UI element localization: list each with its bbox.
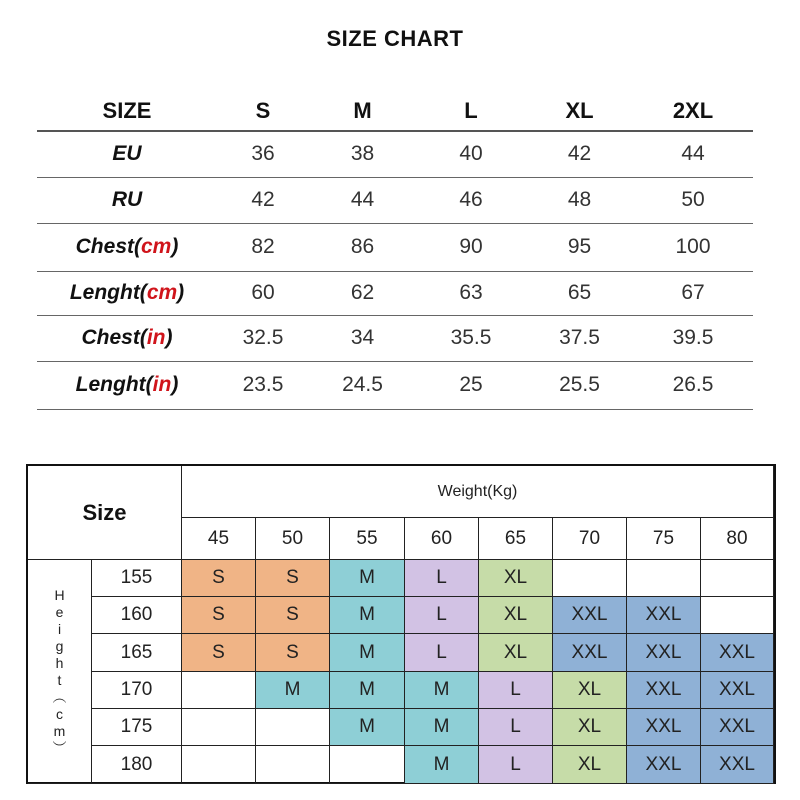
table-cell: 38 [309,131,416,177]
header-l: L [416,92,526,131]
row-label [37,361,217,409]
table-cell: 25.5 [526,361,633,409]
height-axis-label [28,560,92,784]
table-cell: 24.5 [309,361,416,409]
size-cell: M [330,597,405,634]
table-cell: 34 [309,315,416,361]
height-axis-char: t [57,671,62,688]
table-cell: 60 [217,271,309,315]
height-axis-char: ︶ [52,739,67,756]
height-axis-char: c [56,705,63,722]
header-m: M [309,92,416,131]
header-size: SIZE [37,92,217,131]
row-label [37,223,217,271]
size-cell: XXL [701,709,774,746]
header-2xl: 2XL [633,92,753,131]
table-cell: 39.5 [633,315,753,361]
row-label-text: Lenght( [75,373,153,396]
row-label-text: Lenght( [69,281,147,304]
row-label [37,131,217,177]
height-value: 155 [92,560,182,597]
page-title: SIZE CHART [326,26,464,51]
size-cell: L [405,634,479,672]
size-cell: XL [553,709,627,746]
row-label [37,315,217,361]
header-xl: XL [526,92,633,131]
size-cell: XXL [701,672,774,709]
height-axis-char: h [55,654,64,671]
table-header-row [37,92,753,131]
table-cell: 100 [633,223,753,271]
size-cell: M [405,672,479,709]
size-cell: S [256,560,330,597]
weight-value: 60 [405,518,479,560]
weight-value: 65 [479,518,553,560]
table-row [37,315,753,361]
weight-header: Weight(Kg) [182,466,774,518]
row-label-text: EU [112,142,142,166]
table-cell: 40 [416,131,526,177]
height-value: 170 [92,672,182,709]
height-axis-char: H [54,586,65,603]
table-cell: 50 [633,177,753,223]
size-cell: M [330,672,405,709]
table-cell: 44 [633,131,753,177]
table-cell: 36 [217,131,309,177]
height-value: 165 [92,634,182,672]
size-cell: S [182,634,256,672]
table-cell: 37.5 [526,315,633,361]
size-cell: S [182,560,256,597]
size-cell: XL [553,746,627,784]
table-row [37,271,753,315]
height-axis-char: i [57,620,62,637]
size-header: Size [28,466,182,560]
weight-value: 50 [256,518,330,560]
table-cell: 67 [633,271,753,315]
header-s: S [217,92,309,131]
table-cell: 86 [309,223,416,271]
size-cell: S [182,597,256,634]
size-cell: S [256,634,330,672]
size-cell: XXL [627,746,701,784]
row-label-close: ) [171,235,179,258]
size-cell: XXL [701,746,774,784]
size-cell [553,560,627,597]
size-cell: XXL [701,634,774,672]
table-cell: 23.5 [217,361,309,409]
size-cell: M [330,634,405,672]
table-cell: 62 [309,271,416,315]
size-cell: XXL [553,634,627,672]
table-cell: 48 [526,177,633,223]
size-cell: XXL [627,634,701,672]
table-cell: 46 [416,177,526,223]
size-cell: L [479,709,553,746]
height-value: 180 [92,746,182,784]
row-label-close: ) [177,281,185,304]
table-cell: 95 [526,223,633,271]
table-row [37,223,753,271]
size-cell: XL [479,560,553,597]
table-row [37,131,753,177]
size-conversion-table [37,92,753,410]
height-axis-char: g [55,637,64,654]
row-label-unit: cm [140,235,172,258]
table-cell: 25 [416,361,526,409]
table-cell: 42 [526,131,633,177]
size-cell: M [405,746,479,784]
row-label [37,271,217,315]
table-cell: 42 [217,177,309,223]
size-cell: L [405,597,479,634]
height-axis-char: ︵ [52,688,67,705]
row-label-text: RU [111,188,143,211]
size-cell: XXL [553,597,627,634]
weight-value: 70 [553,518,627,560]
row-label-text: Chest( [75,235,141,258]
size-cell [256,746,330,784]
size-cell [182,672,256,709]
table-cell: 26.5 [633,361,753,409]
table-cell: 65 [526,271,633,315]
size-cell [330,746,405,784]
row-label-close: ) [165,326,173,349]
table-cell: 32.5 [217,315,309,361]
weight-value: 45 [182,518,256,560]
table-cell: 90 [416,223,526,271]
table-cell: 63 [416,271,526,315]
size-cell [256,709,330,746]
table-cell: 35.5 [416,315,526,361]
row-label [37,177,217,223]
size-cell: XL [479,597,553,634]
row-label-unit: in [146,326,166,349]
height-value: 160 [92,597,182,634]
size-cell: XXL [627,709,701,746]
size-cell: S [256,597,330,634]
row-label-text: Chest( [81,326,147,349]
size-cell [627,560,701,597]
size-cell [182,709,256,746]
size-cell [182,746,256,784]
size-cell: M [256,672,330,709]
size-cell: XXL [627,672,701,709]
weight-value: 75 [627,518,701,560]
size-by-height-weight-grid [26,464,776,784]
weight-value: 55 [330,518,405,560]
height-axis-char: m [53,722,66,739]
table-row [37,361,753,409]
row-label-unit: in [152,373,172,396]
size-cell [701,560,774,597]
table-cell: 82 [217,223,309,271]
weight-value: 80 [701,518,774,560]
size-cell: L [479,672,553,709]
height-value: 175 [92,709,182,746]
size-cell: L [405,560,479,597]
table-row [37,177,753,223]
height-axis-char: e [55,603,64,620]
size-cell [701,597,774,634]
row-label-close: ) [171,373,179,396]
size-cell: M [330,709,405,746]
size-cell: M [330,560,405,597]
table-cell: 44 [309,177,416,223]
size-cell: XXL [627,597,701,634]
size-cell: XL [553,672,627,709]
size-cell: L [479,746,553,784]
row-label-unit: cm [146,281,178,304]
size-cell: XL [479,634,553,672]
size-cell: M [405,709,479,746]
